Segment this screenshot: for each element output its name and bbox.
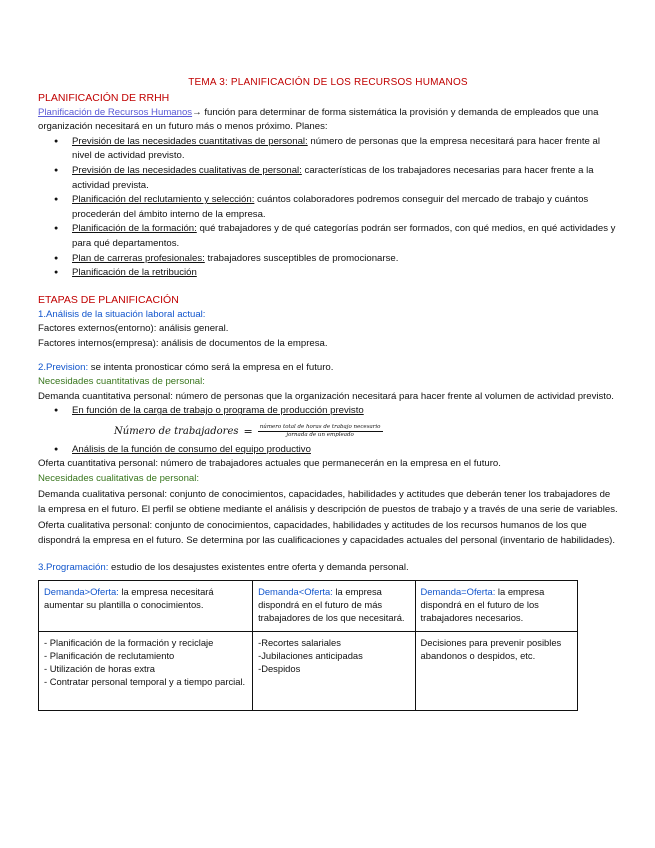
plans-list <box>38 135 618 281</box>
table-header-cell <box>39 581 253 632</box>
header-label: Demanda<Oferta: <box>258 586 333 598</box>
header-text: la empresa dispondrá en el futuro de los trabajadores necesarios. <box>420 586 545 624</box>
table-row <box>39 581 578 632</box>
workers-formula <box>114 421 618 443</box>
programming-table <box>38 580 578 711</box>
cell-line: - Utilización de horas extra <box>44 663 155 675</box>
plan-term: Planificación de la retribución <box>72 267 197 279</box>
list-item <box>72 404 618 419</box>
formula-denominator: jornada de un empleado <box>286 432 354 439</box>
stage3-title: 3.Programación: <box>38 561 109 573</box>
header-text: la empresa necesitará aumentar su plantilla o conocimientos. <box>44 586 214 611</box>
plan-desc: trabajadores susceptibles de promocionarse. <box>204 252 399 264</box>
cell-line: -Jubilaciones anticipadas <box>258 650 363 662</box>
plan-desc: cuántos colaboradores podremos conseguir del mercado de trabajo y cuántos procederán del ámbito interno de la empresa. <box>72 194 589 220</box>
plan-desc: características de los trabajadores necesarias para hacer frente a la actividad prevista. <box>72 164 594 191</box>
table-cell <box>415 632 577 711</box>
header-text: la empresa dispondrá en el futuro de más trabajadores de los que necesitará. <box>258 586 405 624</box>
plan-term: Planificación del reclutamiento y selección: <box>72 194 255 206</box>
quant-methods-list <box>38 404 618 419</box>
cell-text: Decisiones para prevenir posibles abandonos o despidos, etc. <box>420 637 562 662</box>
section-heading-planificacion-rrhh: PLANIFICACIÓN DE RRHH <box>38 91 170 104</box>
section-heading-etapas: ETAPAS DE PLANIFICACIÓN <box>38 293 179 306</box>
intro-link[interactable]: Planificación de Recursos Humanos <box>38 106 193 118</box>
table-cell <box>39 632 253 711</box>
quant-methods-list-2 <box>38 443 618 458</box>
stage3-paragraph <box>38 561 618 576</box>
list-item <box>72 252 618 267</box>
list-item <box>72 266 618 281</box>
table-cell <box>253 632 415 711</box>
qual-offer: Oferta cualitativa personal: conjunto de conocimientos, capacidades, habilidades y actitudes de los recursos humanos de los que dispondrá la empresa en el futuro. Se determina por las cualificaciones y capacidades actuales del personal (inventario de habilidades). <box>38 519 616 547</box>
cell-line: - Contratar personal temporal y a tiempo parcial. <box>44 676 246 688</box>
table-row <box>39 632 578 711</box>
stage2-title: 2.Prevision: <box>38 361 89 373</box>
plan-term: Previsión de las necesidades cuantitativas de personal: <box>72 135 308 147</box>
cell-line: - Planificación de reclutamiento <box>44 650 175 662</box>
list-item <box>72 193 618 222</box>
header-label: Demanda=Oferta: <box>420 586 496 598</box>
list-item <box>72 443 618 458</box>
header-label: Demanda>Oferta: <box>44 586 119 598</box>
plan-term: Previsión de las necesidades cualitativas de personal: <box>72 164 302 176</box>
intro-text: → función para determinar de forma sistemática la provisión y demanda de empleados que una organización necesitará en un futuro más o menos próximo. Planes: <box>38 106 599 133</box>
plan-desc: qué trabajadores y de qué categorías podrán ser formados, con qué medios, en qué actividades y para qué departamentos. <box>72 223 616 249</box>
plan-term: Planificación de la formación: <box>72 223 197 235</box>
table-header-cell <box>415 581 577 632</box>
stage1-title: 1.Análisis de la situación laboral actual: <box>38 308 206 320</box>
stage2-paragraph <box>38 361 618 376</box>
stage2-title-text: se intenta pronosticar cómo será la empresa en el futuro. <box>88 361 334 373</box>
list-item <box>72 222 618 251</box>
cell-line: - Planificación de la formación y reciclaje <box>44 637 214 649</box>
formula-fraction <box>258 424 383 439</box>
intro-paragraph <box>38 106 618 135</box>
stage1-line-internal: Factores internos(empresa): análisis de documentos de la empresa. <box>38 337 328 349</box>
list-item <box>72 135 618 164</box>
quant-heading: Necesidades cuantitativas de personal: <box>38 376 205 388</box>
cell-line: -Despidos <box>258 663 301 675</box>
formula-numerator: número total de horas de trabajo necesario <box>259 424 381 431</box>
quant-offer: Oferta cuantitativa personal: número de trabajadores actuales que permanecerán en la empresa en el futuro. <box>38 458 501 470</box>
method-consumption: Análisis de la función de consumo del equipo productivo <box>72 443 311 455</box>
document-page <box>38 74 618 711</box>
qual-demand: Demanda cualitativa personal: conjunto de conocimientos, capacidades, habilidades y actitudes que deberán tener los trabajadores de la empresa en el futuro. El perfil se obtiene mediante el análisis y descripción de puestos de trabajo y a través de una serie de variables. <box>38 488 618 516</box>
qual-heading: Necesidades cualitativas de personal: <box>38 473 200 485</box>
table-header-cell <box>253 581 415 632</box>
plan-desc: número de personas que la empresa necesitará para hacer frente al nivel de actividad previsto. <box>72 135 600 162</box>
quant-demand: Demanda cuantitativa personal: número de personas que la organización necesitará para hacer frente al volumen de actividad previsto. <box>38 390 614 402</box>
method-workload: En función de la carga de trabajo o programa de producción previsto <box>72 405 364 417</box>
formula-lhs: Número de trabajadores <box>114 425 239 437</box>
plan-term: Plan de carreras profesionales: <box>72 252 205 264</box>
stage3-title-text: estudio de los desajustes existentes entre oferta y demanda personal. <box>108 561 409 573</box>
list-item <box>72 164 618 193</box>
stage1-line-external: Factores externos(entorno): análisis general. <box>38 323 229 335</box>
formula-equals: = <box>243 424 253 438</box>
cell-line: -Recortes salariales <box>258 637 341 649</box>
document-title: TEMA 3: PLANIFICACIÓN DE LOS RECURSOS HUMANOS <box>188 77 468 88</box>
